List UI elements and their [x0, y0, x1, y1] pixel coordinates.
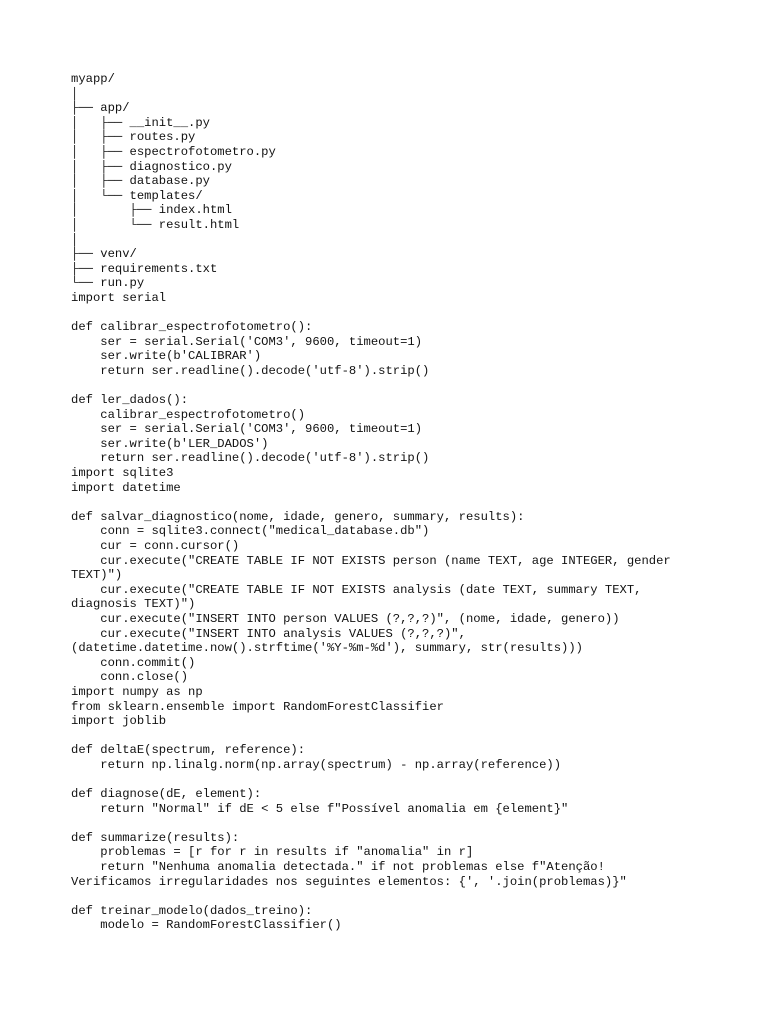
code-line: cur.execute("CREATE TABLE IF NOT EXISTS analysis (date TEXT, summary TEXT, — [71, 582, 642, 597]
code-line: ser = serial.Serial('COM3', 9600, timeout=1) — [71, 334, 423, 349]
code-line: import numpy as np — [71, 684, 203, 699]
code-line: return np.linalg.norm(np.array(spectrum) - np.array(reference)) — [71, 757, 562, 772]
code-line: │ — [71, 86, 79, 101]
code-line: return "Normal" if dE < 5 else f"Possível anomalia em {element}" — [71, 801, 569, 816]
code-line: conn = sqlite3.connect("medical_database.db") — [71, 524, 430, 539]
code-line: modelo = RandomForestClassifier() — [71, 918, 342, 933]
code-line: myapp/ — [71, 72, 115, 86]
code-line — [71, 729, 751, 744]
code-line — [71, 773, 751, 788]
code-line: ser.write(b'CALIBRAR') — [71, 349, 262, 364]
code-line: import sqlite3 — [71, 466, 174, 481]
code-line: ser.write(b'LER_DADOS') — [71, 436, 269, 451]
code-line: def salvar_diagnostico(nome, idade, genero, summary, results): — [71, 509, 525, 524]
code-line: import serial — [71, 290, 167, 305]
code-line: from sklearn.ensemble import RandomForestClassifier — [71, 699, 444, 714]
code-line: def diagnose(dE, element): — [71, 787, 262, 802]
code-line: cur = conn.cursor() — [71, 539, 240, 553]
code-line: return ser.readline().decode('utf-8').strip() — [71, 363, 430, 378]
code-line: def deltaE(spectrum, reference): — [71, 743, 306, 758]
code-line: (datetime.datetime.now().strftime('%Y-%m-%d'), summary, str(results))) — [71, 641, 583, 656]
code-line: return "Nenhuma anomalia detectada." if not problemas else f"Atenção! — [71, 860, 605, 875]
code-line — [71, 816, 751, 831]
code-line: │ ├── routes.py — [71, 130, 196, 145]
code-line — [71, 495, 751, 510]
code-line: conn.commit() — [71, 655, 196, 670]
code-line: def summarize(results): — [71, 830, 240, 845]
code-line: return ser.readline().decode('utf-8').strip() — [71, 451, 430, 466]
code-line: conn.close() — [71, 670, 189, 685]
code-line: │ └── result.html — [71, 217, 240, 232]
code-line: ├── app/ — [71, 101, 130, 116]
code-line: import datetime — [71, 480, 181, 495]
code-line: TEXT)") — [71, 568, 123, 583]
code-line: problemas = [r for r in results if "anomalia" in r] — [71, 845, 474, 860]
code-listing — [71, 72, 751, 933]
code-line: ├── venv/ — [71, 247, 137, 262]
code-line: │ ├── diagnostico.py — [71, 159, 232, 174]
code-line: │ └── templates/ — [71, 188, 203, 203]
code-line: ├── requirements.txt — [71, 261, 218, 276]
code-line: │ ├── __init__.py — [71, 115, 210, 130]
code-line: calibrar_espectrofotometro() — [71, 407, 306, 422]
code-line: │ ├── espectrofotometro.py — [71, 144, 276, 159]
code-line: cur.execute("CREATE TABLE IF NOT EXISTS person (name TEXT, age INTEGER, gender — [71, 553, 671, 568]
code-line: └── run.py — [71, 276, 145, 291]
code-line: Verificamos irregularidades nos seguintes elementos: {', '.join(problemas)}" — [71, 874, 627, 889]
code-line: │ ├── index.html — [71, 203, 232, 218]
code-line: import joblib — [71, 714, 167, 729]
code-line — [71, 889, 751, 904]
code-line: def treinar_modelo(dados_treino): — [71, 903, 313, 918]
code-line: cur.execute("INSERT INTO analysis VALUES (?,?,?)", — [71, 626, 466, 641]
code-line — [71, 306, 751, 321]
code-line: │ — [71, 232, 79, 247]
code-line: ser = serial.Serial('COM3', 9600, timeout=1) — [71, 422, 423, 437]
code-line — [71, 378, 751, 393]
code-line: def calibrar_espectrofotometro(): — [71, 320, 313, 335]
code-line: def ler_dados(): — [71, 393, 189, 408]
code-line: cur.execute("INSERT INTO person VALUES (?,?,?)", (nome, idade, genero)) — [71, 611, 620, 626]
code-line: diagnosis TEXT)") — [71, 597, 196, 612]
code-line: │ ├── database.py — [71, 174, 210, 189]
